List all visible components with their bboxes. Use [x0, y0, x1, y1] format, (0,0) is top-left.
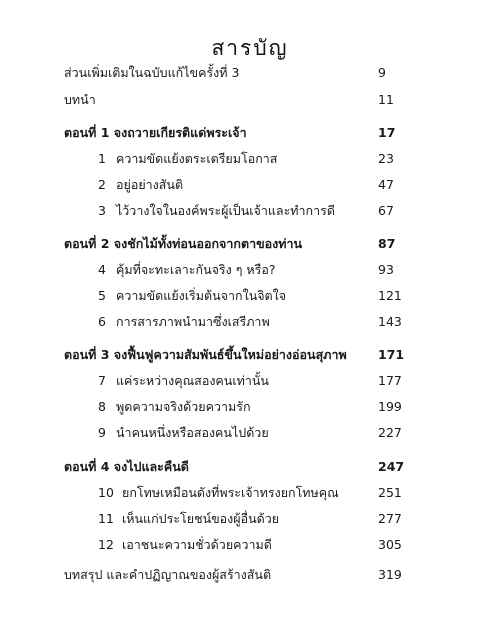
chapter-number: 11 [98, 511, 114, 526]
entry-label: บทนำ [64, 92, 96, 107]
chapter-number: 4 [98, 262, 106, 277]
chapter-page-number: 199 [378, 399, 402, 414]
chapter-number: 3 [98, 203, 106, 218]
chapter-label: การสารภาพนำมาซึ่งเสรีภาพ [116, 314, 270, 329]
chapter-number: 12 [98, 537, 114, 552]
toc-chapter-11[interactable] [64, 509, 418, 529]
chapter-label: ความขัดแย้งเริ่มต้นจากในจิตใจ [116, 288, 287, 303]
toc-chapter-7[interactable] [64, 371, 418, 391]
entry-label: บทสรุป และคำปฏิญาณของผู้สร้างสันติ [64, 567, 272, 582]
toc-part-3[interactable] [64, 345, 418, 365]
chapter-page-number: 47 [378, 177, 394, 192]
toc-chapter-10[interactable] [64, 483, 418, 503]
chapter-number: 10 [98, 485, 114, 500]
part-page-number: 17 [378, 125, 396, 140]
chapter-number: 8 [98, 399, 106, 414]
part-page-number: 87 [378, 236, 396, 251]
toc-chapter-5[interactable] [64, 286, 418, 306]
toc-chapter-4[interactable] [64, 260, 418, 280]
chapter-label: ยกโทษเหมือนดังที่พระเจ้าทรงยกโทษคุณ [122, 485, 339, 500]
chapter-label: คุ้มที่จะทะเลาะกันจริง ๆ หรือ? [116, 262, 276, 277]
toc-chapter-2[interactable] [64, 175, 418, 195]
part-label: ตอนที่ 1 จงถวายเกียรติแด่พระเจ้า [64, 125, 247, 140]
toc-entry-preface[interactable] [64, 63, 418, 83]
part-label: ตอนที่ 2 จงชักไม้ทั้งท่อนออกจากตาของท่าน [64, 236, 303, 251]
toc-entry-intro[interactable] [64, 90, 418, 110]
entry-page-number: 319 [378, 567, 402, 582]
part-label: ตอนที่ 3 จงฟื้นฟูความสัมพันธ์ขึ้นใหม่อย่างอ่อนสุภาพ [64, 347, 347, 362]
chapter-number: 1 [98, 151, 106, 166]
chapter-page-number: 121 [378, 288, 402, 303]
chapter-label: พูดความจริงด้วยความรัก [116, 399, 251, 414]
chapter-page-number: 93 [378, 262, 394, 277]
chapter-page-number: 277 [378, 511, 402, 526]
entry-page-number: 9 [378, 65, 386, 80]
chapter-page-number: 177 [378, 373, 402, 388]
entry-page-number: 11 [378, 92, 394, 107]
part-page-number: 171 [378, 347, 405, 362]
chapter-label: นำคนหนึ่งหรือสองคนไปด้วย [116, 425, 269, 440]
chapter-page-number: 227 [378, 425, 402, 440]
chapter-page-number: 143 [378, 314, 402, 329]
part-page-number: 247 [378, 459, 405, 474]
chapter-number: 9 [98, 425, 106, 440]
chapter-page-number: 251 [378, 485, 402, 500]
chapter-page-number: 67 [378, 203, 394, 218]
entry-label: ส่วนเพิ่มเติมในฉบับแก้ไขครั้งที่ 3 [64, 65, 240, 80]
chapter-label: ไว้วางใจในองค์พระผู้เป็นเจ้าและทำการดี [116, 203, 335, 218]
toc-chapter-8[interactable] [64, 397, 418, 417]
toc-chapter-6[interactable] [64, 312, 418, 332]
toc-part-1[interactable] [64, 123, 418, 143]
chapter-number: 5 [98, 288, 106, 303]
chapter-number: 6 [98, 314, 106, 329]
chapter-number: 2 [98, 177, 106, 192]
chapter-page-number: 23 [378, 151, 394, 166]
chapter-number: 7 [98, 373, 106, 388]
chapter-label: อยู่อย่างสันติ [116, 177, 184, 192]
toc-part-2[interactable] [64, 234, 418, 254]
toc-chapter-12[interactable] [64, 535, 418, 555]
toc-entry-conclusion[interactable] [64, 565, 418, 585]
toc-chapter-1[interactable] [64, 149, 418, 169]
chapter-label: ความขัดแย้งตระเตรียมโอกาส [116, 151, 278, 166]
toc-chapter-3[interactable] [64, 201, 418, 221]
part-label: ตอนที่ 4 จงไปและคืนดี [64, 459, 189, 474]
chapter-label: เห็นแก่ประโยชน์ของผู้อื่นด้วย [122, 511, 280, 526]
chapter-label: เอาชนะความชั่วด้วยความดี [122, 537, 272, 552]
toc-chapter-9[interactable] [64, 423, 418, 443]
chapter-page-number: 305 [378, 537, 402, 552]
toc-title: สารบัญ [211, 36, 289, 60]
chapter-label: แค่ระหว่างคุณสองคนเท่านั้น [116, 373, 269, 388]
toc-part-4[interactable] [64, 457, 418, 477]
